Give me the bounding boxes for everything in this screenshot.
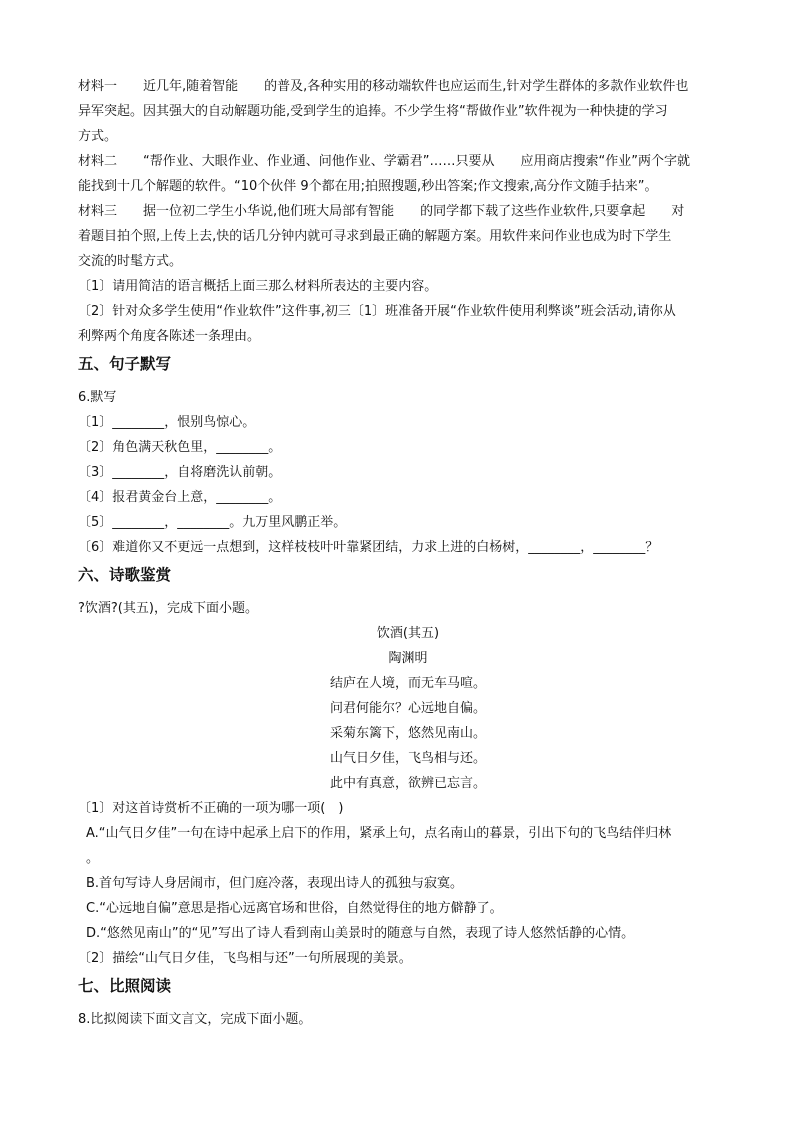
section-5-intro: 6.默写 [78, 390, 117, 405]
question-2-line-1: 〔2〕针对众多学生使用“作业软件”这件事,初三〔1〕班准备开展“作业软件使用利弊谈”班会活动,请你从 [78, 304, 676, 319]
material-three-line-3: 交流的时髦方式。 [78, 254, 183, 269]
option-d: D.“悠然见南山”的“见”写出了诗人看到南山美景时的随意与自然，表现了诗人悠然恬静的心情。 [86, 926, 635, 941]
option-b: B.首句写诗人身居闹市，但门庭冷落，表现出诗人的孤独与寂寞。 [86, 876, 464, 891]
poem-line: 此中有真意，欲辨已忘言。 [329, 776, 486, 791]
dictation-item: 〔6〕难道你又不更远一点想到，这样枝枝叶叶靠紧团结，力求上进的白杨树，________，________？ [78, 540, 659, 555]
material-two-line-1: 材料二 “帮作业、大眼作业、作业通、问他作业、学霸君”……只要从 应用商店搜索“作业”两个字就 [78, 154, 690, 169]
section-7-intro: 8.比拟阅读下面文言文，完成下面小题。 [78, 1012, 312, 1027]
poem-title: 饮酒(其五) [376, 626, 440, 641]
poem-question-2: 〔2〕描绘“山气日夕佳，飞鸟相与还”一句所展现的美景。 [78, 951, 412, 966]
dictation-item: 〔1〕________，恨别鸟惊心。 [78, 415, 256, 430]
dictation-item: 〔5〕________，________。九万里风鹏正举。 [78, 515, 347, 530]
material-three-line-1: 材料三 据一位初二学生小华说,他们班大局部有智能 的同学都下载了这些作业软件,只要拿起 对 [78, 204, 685, 219]
dictation-item: 〔3〕________，自将磨洗认前朝。 [78, 465, 282, 480]
option-a-line-1: A.“山气日夕佳”一句在诗中起承上启下的作用，紧承上句，点名南山的暮景，引出下句的飞鸟结伴归林 [86, 826, 672, 841]
poem-question-1: 〔1〕对这首诗赏析不正确的一项为哪一项( ) [78, 801, 344, 816]
question-2-line-2: 利弊两个角度各陈述一条理由。 [78, 329, 261, 344]
poem-author: 陶渊明 [388, 651, 428, 666]
dictation-item: 〔2〕角色满天秋色里，________。 [78, 440, 282, 455]
option-a-line-2: 。 [86, 851, 100, 866]
question-1: 〔1〕请用简洁的语言概括上面三那么材料所表达的主要内容。 [78, 279, 438, 294]
section-7-heading: 七、比照阅读 [78, 977, 172, 995]
dictation-item: 〔4〕报君黄金台上意，________。 [78, 490, 282, 505]
material-one-line-2: 异军突起。因其强大的自动解题功能,受到学生的追捧。不少学生将“帮做作业”软件视为一种快捷的学习 [78, 104, 668, 119]
section-5-heading: 五、句子默写 [78, 355, 172, 373]
poem-line: 山气日夕佳，飞鸟相与还。 [329, 751, 486, 766]
poem-line: 问君何能尔？心远地自偏。 [329, 701, 486, 716]
section-6-intro: ?饮酒?(其五)，完成下面小题。 [78, 601, 258, 616]
poem-line: 结庐在人境，而无车马喧。 [329, 676, 486, 691]
material-three-line-2: 着题目拍个照,上传上去,快的话几分钟内就可寻求到最正确的解题方案。用软件来问作业也成为时下学生 [78, 229, 672, 244]
material-one-line-3: 方式。 [78, 129, 118, 144]
section-6-heading: 六、诗歌鉴赏 [78, 566, 172, 584]
option-c: C.“心远地自偏”意思是指心远离官场和世俗，自然觉得住的地方僻静了。 [86, 901, 503, 916]
document-page [78, 74, 738, 1032]
poem-line: 采菊东篱下，悠然见南山。 [329, 726, 486, 741]
material-one-line-1: 材料一 近几年,随着智能 的普及,各种实用的移动端软件也应运而生,针对学生群体的多款作业软件也 [78, 79, 689, 94]
material-two-line-2: 能找到十几个解题的软件。“10个伙伴 9个都在用;拍照搜题,秒出答案;作文搜索,高分作文随手拈来”。 [78, 179, 658, 194]
